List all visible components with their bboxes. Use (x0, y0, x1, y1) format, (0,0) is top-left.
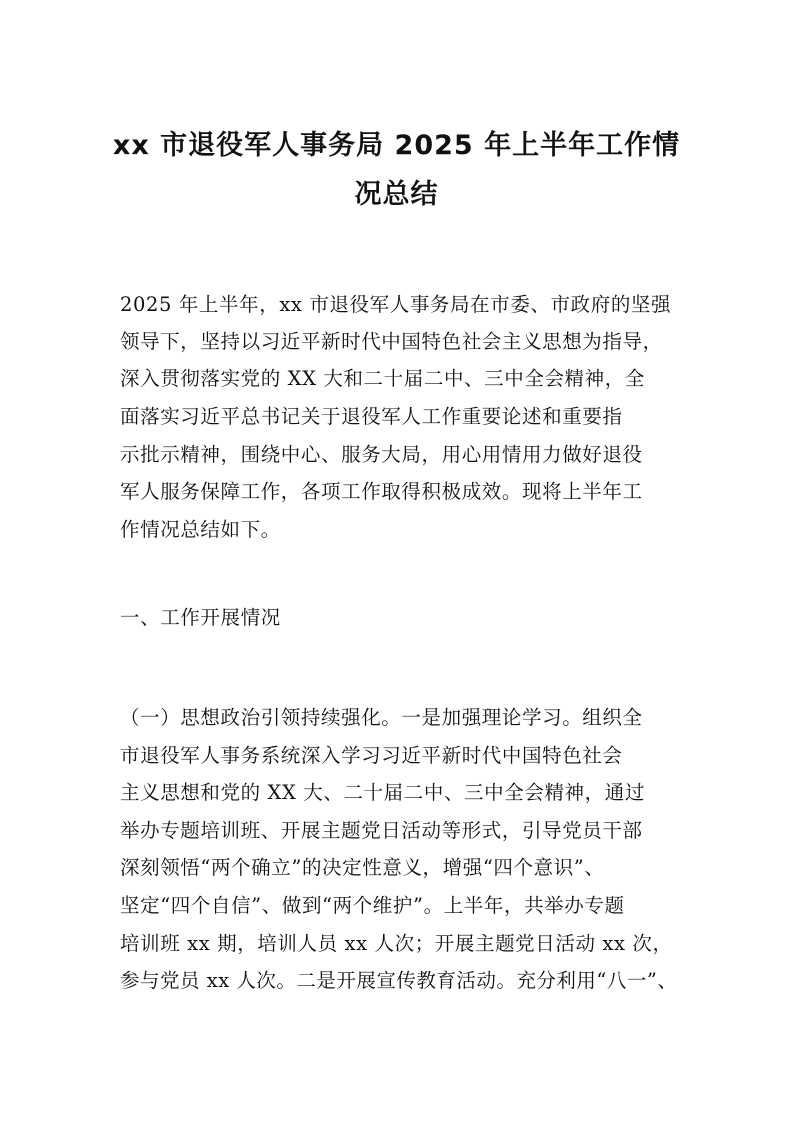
subsection-line-5: 深刻领悟“两个确立”的决定性意义，增强“四个意识”、 (120, 856, 605, 879)
subsection-line-3: 主义思想和党的 XX 大、二十届二中、三中全会精神，通过 (120, 781, 645, 804)
subsection-line-7: 培训班 xx 期，培训人员 xx 人次；开展主题党日活动 xx 次， (120, 932, 673, 955)
document-title-line-1: xx 市退役军人事务局 2025 年上半年工作情 (112, 130, 681, 161)
intro-line-6: 军人服务保障工作，各项工作取得积极成效。现将上半年工 (120, 480, 643, 503)
section-heading: 一、工作开展情况 (120, 606, 281, 629)
intro-line-1: 2025 年上半年，xx 市退役军人事务局在市委、市政府的坚强 (120, 293, 672, 316)
intro-line-5: 示批示精神，围绕中心、服务大局，用心用情用力做好退役 (120, 443, 643, 466)
intro-line-3: 深入贯彻落实党的 XX 大和二十届二中、三中全会精神，全 (120, 367, 645, 390)
intro-line-4: 面落实习近平总书记关于退役军人工作重要论述和重要指 (120, 405, 623, 428)
subsection-line-4: 举办专题培训班、开展主题党日活动等形式，引导党员干部 (120, 819, 643, 842)
document-title-line-2: 况总结 (354, 179, 439, 210)
intro-line-2: 领导下，坚持以习近平新时代中国特色社会主义思想为指导， (120, 330, 663, 353)
subsection-line-2: 市退役军人事务系统深入学习习近平新时代中国特色社会 (120, 744, 623, 767)
subsection-line-8: 参与党员 xx 人次。二是开展宣传教育活动。充分利用“八一”、 (120, 969, 678, 992)
intro-line-7: 作情况总结如下。 (120, 518, 281, 541)
subsection-line-6: 坚定“四个自信”、做到“两个维护”。上半年，共举办专题 (120, 894, 625, 917)
subsection-line-1: （一）思想政治引领持续强化。一是加强理论学习。组织全 (120, 706, 643, 729)
